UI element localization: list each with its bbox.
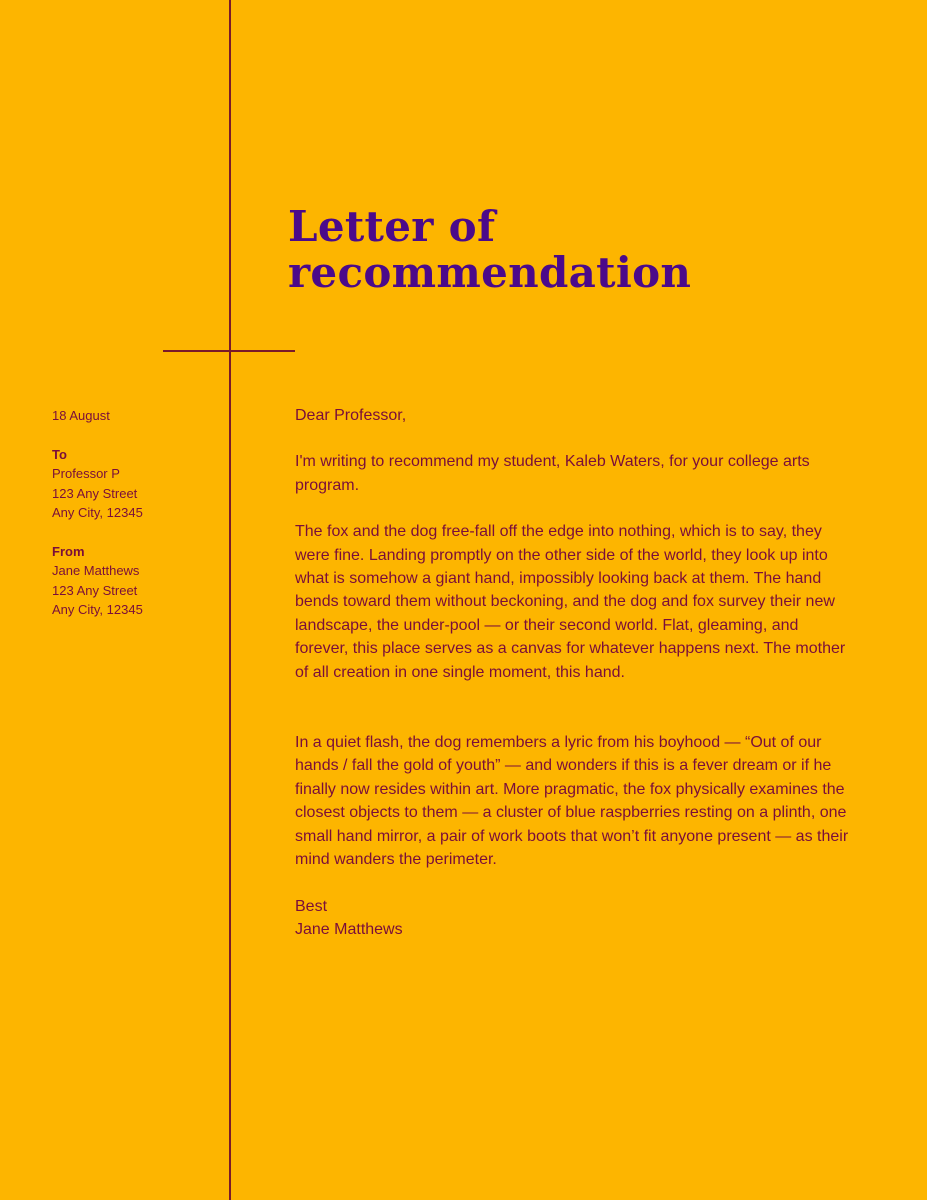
body-paragraph-2: In a quiet flash, the dog remembers a lyric from his boyhood — “Out of our hands / fall the gold of youth” — and wonders if this is a fever dream or if he finally now resides within art. More pragmatic, the fox physically examines the closest objects to them — a cluster of blue raspberries resting on a plinth, one small hand mirror, a pair of work boots that won’t fit anyone present — as their mind wanders the perimeter. <box>295 734 849 869</box>
sender-name: Jane Matthews <box>52 563 140 578</box>
title-line-1: Letter of <box>288 202 496 251</box>
recipient-name: Professor P <box>52 466 120 481</box>
horizontal-divider <box>163 350 295 352</box>
letter-body <box>295 404 855 941</box>
sender-street: 123 Any Street <box>52 582 138 598</box>
recipient-label: To <box>52 446 67 462</box>
closing: Best <box>295 897 328 915</box>
sender-label: From <box>52 543 85 559</box>
signature: Jane Matthews <box>295 920 403 938</box>
sidebar <box>52 406 217 639</box>
recipient-street: 123 Any Street <box>52 485 138 501</box>
intro-paragraph: I'm writing to recommend my student, Kaleb Waters, for your college arts program. <box>295 453 810 494</box>
sender-city: Any City, 12345 <box>52 602 143 617</box>
recipient-city: Any City, 12345 <box>52 505 143 520</box>
signoff <box>295 895 855 942</box>
greeting: Dear Professor, <box>295 407 407 424</box>
body-paragraph-1: The fox and the dog free-fall off the edge into nothing, which is to say, they were fine. Landing promptly on the other side of the world, they look up into what is somehow a giant hand, impossibly looking back at them. The hand bends toward them without beckoning, and the dog and fox survey their new landscape, the under-pool — or their second world. Flat, gleaming, and forever, this place serves as a canvas for whatever happens next. The mother of all creation in one single moment, this hand. <box>295 523 846 681</box>
letter-date: 18 August <box>52 408 110 423</box>
sender-block <box>52 542 217 620</box>
vertical-divider <box>229 0 231 1200</box>
date-block <box>52 406 217 426</box>
recipient-block <box>52 445 217 523</box>
title-line-2: recommendation <box>288 248 692 297</box>
page-title <box>288 204 848 296</box>
